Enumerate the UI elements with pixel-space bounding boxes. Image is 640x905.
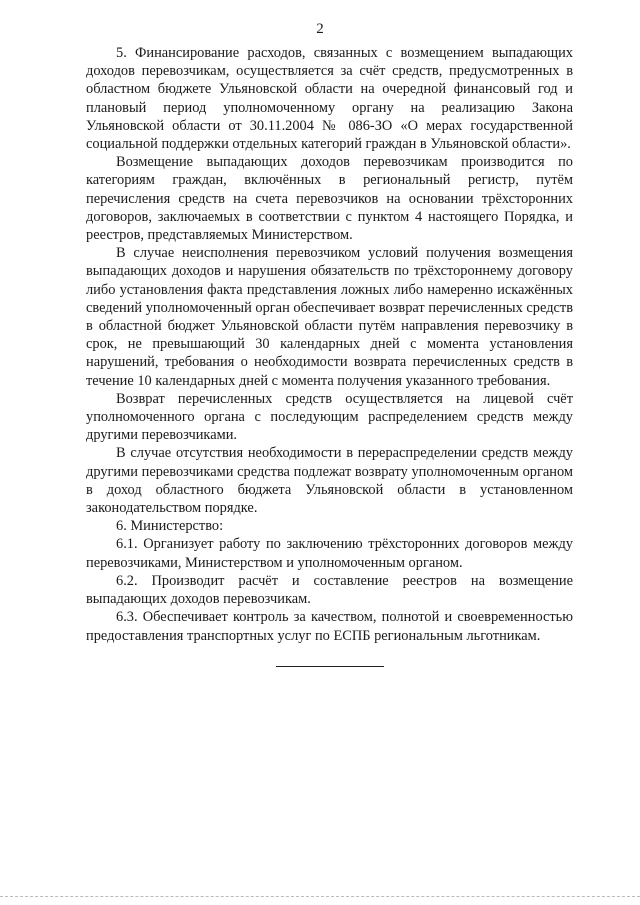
paragraph-6-ministry: 6. Министерство: — [116, 518, 224, 535]
scan-bottom-edge — [0, 896, 640, 897]
paragraph-6-1: 6.1. Организует работу по заключению трёхсторонних договоров между перевозчиками, Министерством и уполномоченным органом. — [86, 536, 573, 571]
paragraph-compensation: Возмещение выпадающих доходов перевозчикам производится по категориям граждан, включённых в региональный регистр, путём перечисления средств на счета перевозчиков на основании трёхсторонних договоров, заключаемых в соответствии с пунктом 4 настоящего Порядка, и реестров, представляемых Министерством. — [86, 154, 573, 244]
paragraph-refund: Возврат перечисленных средств осуществляется на лицевой счёт уполномоченного органа с последующим распределением средств между другими перевозчиками. — [86, 390, 573, 444]
paragraph-non-fulfillment: В случае неисполнения перевозчиком условий получения возмещения выпадающих доходов и нарушения обязательств по трёхстороннему договору либо установления факта представления ложных либо намеренно искажённых сведений уполномоченный орган обеспечивает возврат перечисленных средств в областной бюджет Ульяновской области путём направления перевозчику в срок, не превышающий 30 календарных дней с момента установления нарушений, требования о необходимости возврата перечисленных средств в течение 10 календарных дней с момента получения указанного требования. — [86, 245, 573, 389]
paragraph-no-redistribution: В случае отсутствия необходимости в перераспределении средств между другими перевозчиками средства подлежат возврату уполномоченным органом в доход областного бюджета Ульяновской области в установленном законодательством порядке. — [86, 445, 573, 517]
paragraph-6-2: 6.2. Производит расчёт и составление реестров на возмещение выпадающих доходов перевозчикам. — [86, 572, 573, 608]
end-divider-line — [276, 666, 384, 667]
document-body — [86, 44, 573, 645]
paragraph-5-financing: 5. Финансирование расходов, связанных с возмещением выпадающих доходов перевозчикам, осуществляется за счёт средств, предусмотренных в областном бюджете Ульяновской области на очередной финансовый год и плановый период уполномоченному органу на реализацию Закона Ульяновской области от 30.11.2004 № 086-ЗО «О мерах государственной социальной поддержки отдельных категорий граждан в Ульяновской области». — [86, 45, 573, 153]
paragraph-6-3: 6.3. Обеспечивает контроль за качеством, полнотой и своевременностью предоставления транспортных услуг по ЕСПБ региональным льготникам. — [86, 609, 573, 644]
page-number: 2 — [316, 21, 324, 37]
